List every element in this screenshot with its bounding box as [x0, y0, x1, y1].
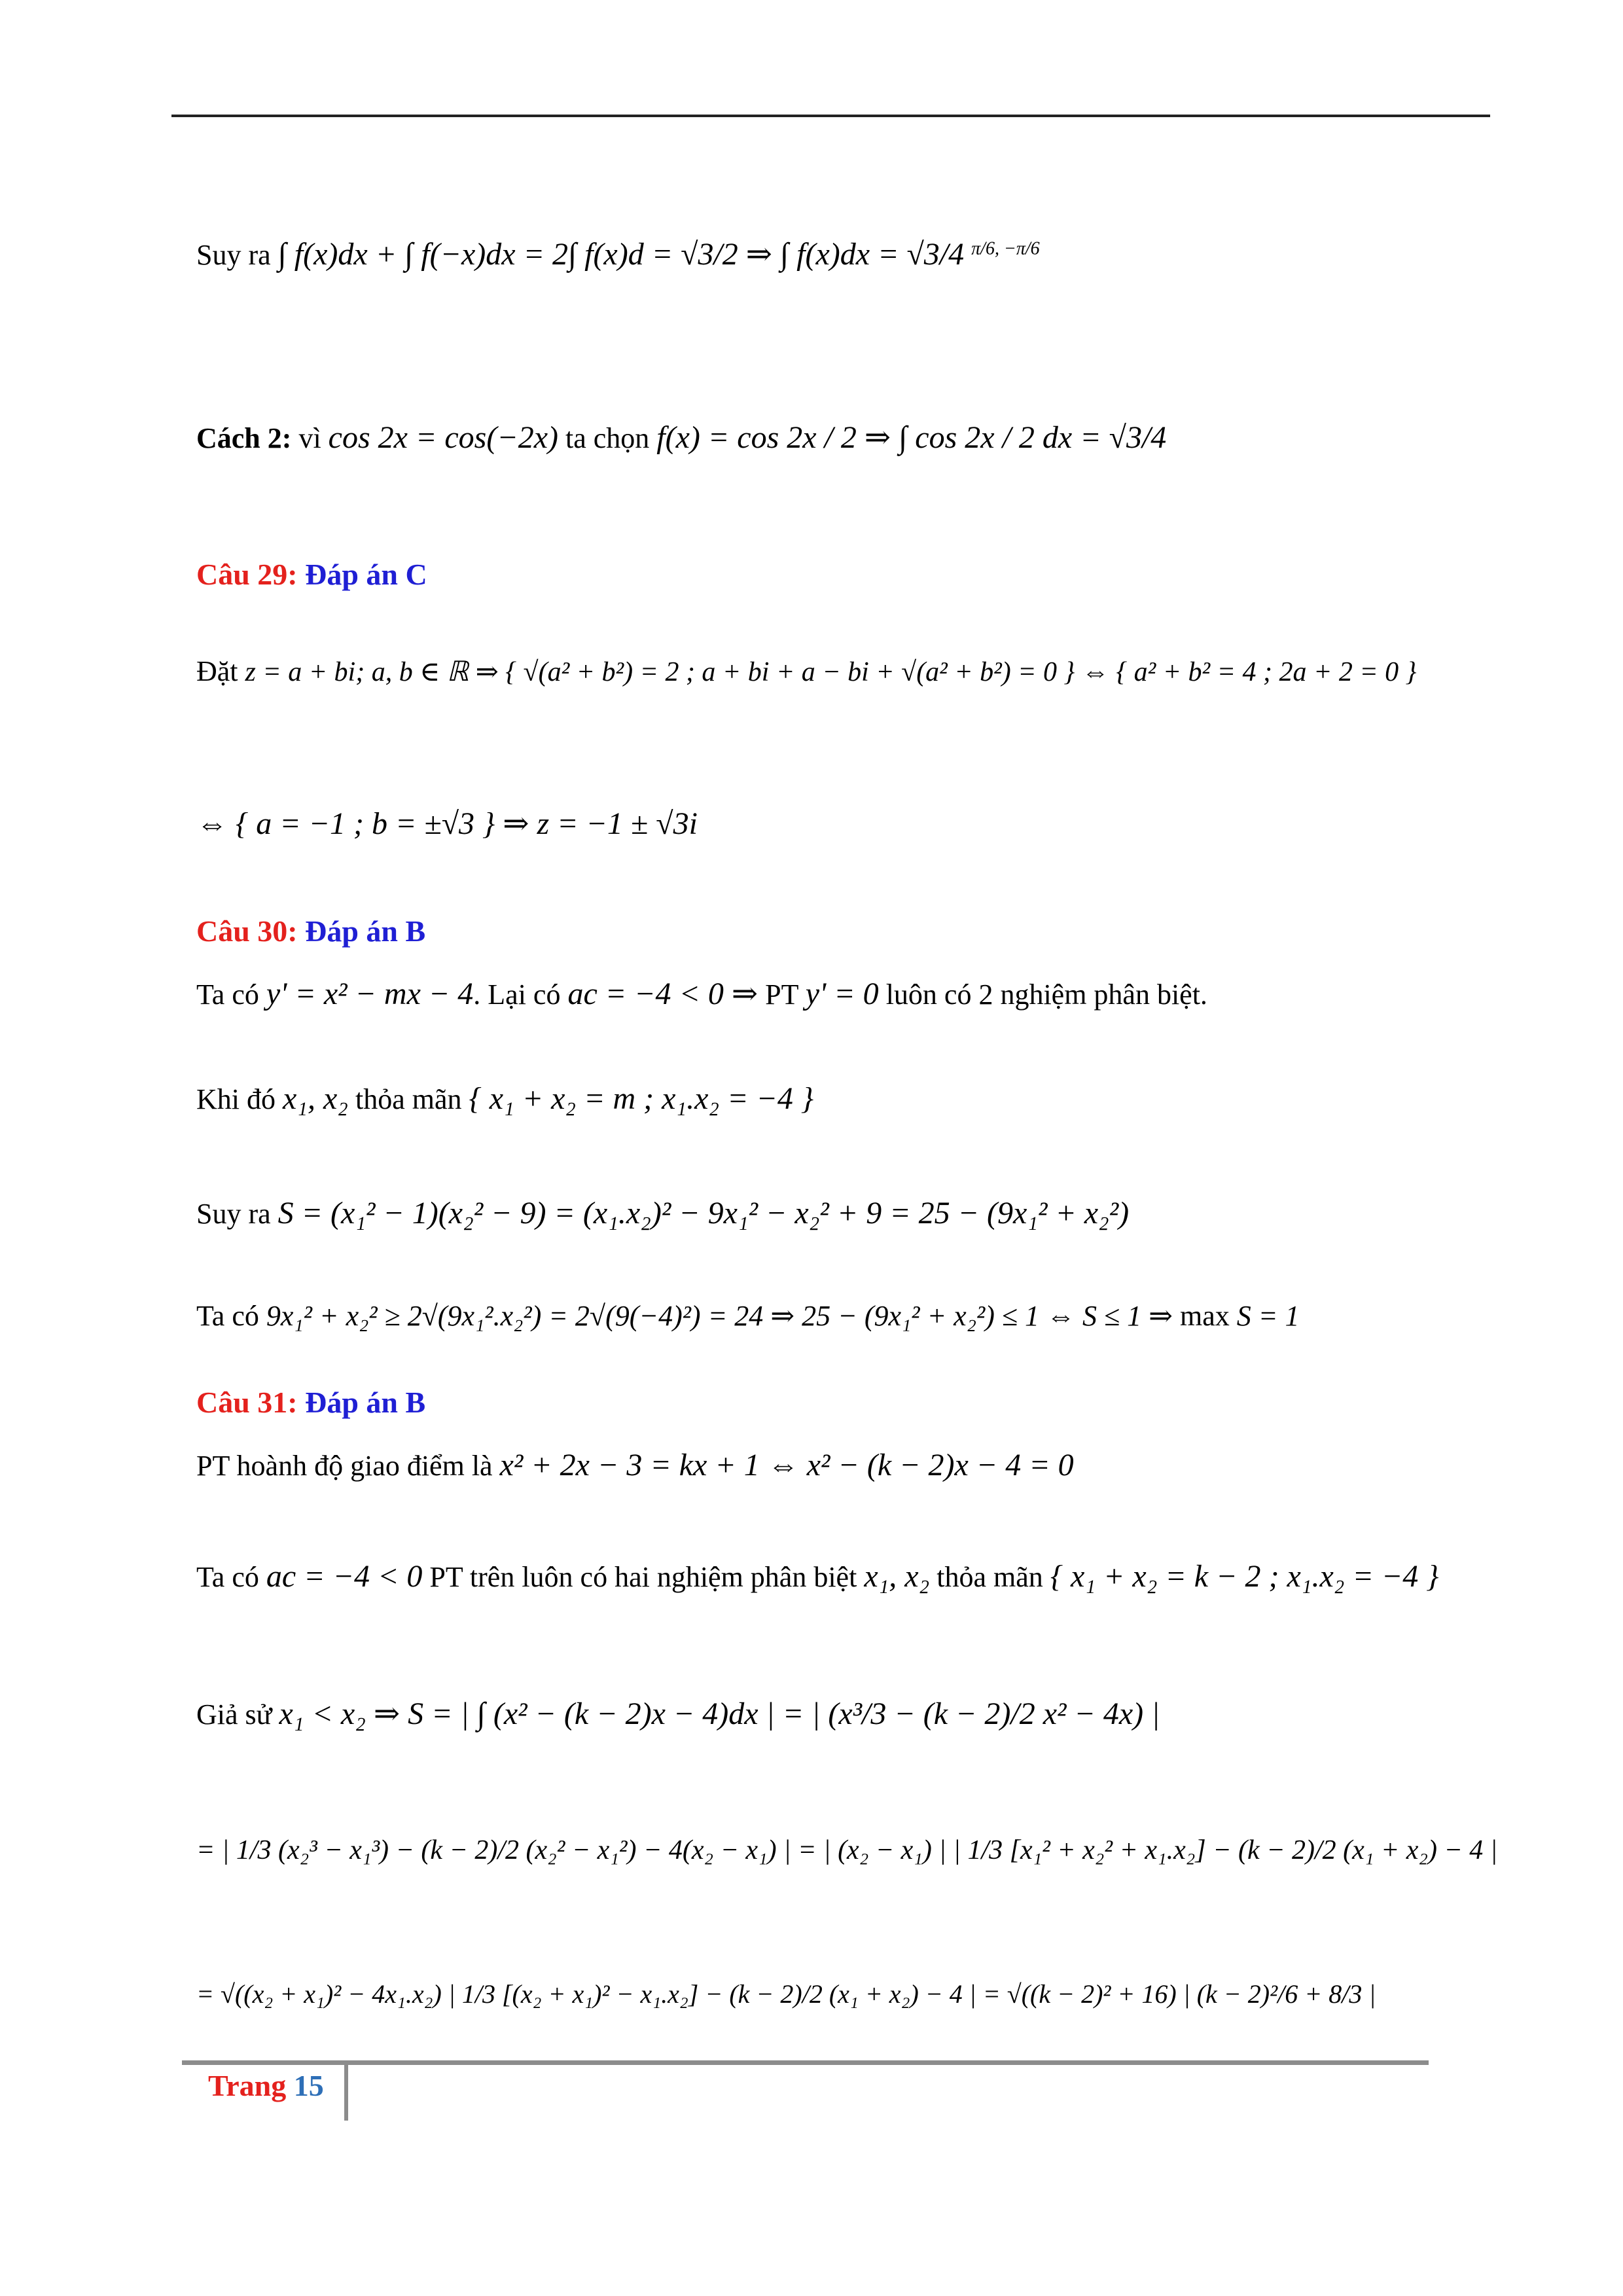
math-expression: cos 2x = cos(−2x): [328, 420, 558, 455]
line-area-expand: [196, 1833, 1497, 1867]
math-expression: x₁, x₂: [864, 1559, 930, 1594]
math-expression: S = (x₁² − 1)(x₂² − 9) = (x₁.x₂)² − 9x₁² − x₂² + 9 = 25 − (9x₁² + x₂²): [277, 1196, 1130, 1230]
text-fragment: max: [1180, 1300, 1230, 1332]
line-s-expression: [196, 1194, 1129, 1232]
line-lead: Ta có: [196, 978, 259, 1011]
question-heading-30: [196, 913, 425, 949]
line-set-z: [196, 655, 1416, 689]
integral-limits: π/6, −π/6: [971, 238, 1040, 259]
math-expression: { x₁ + x₂ = k − 2 ; x₁.x₂ = −4 }: [1050, 1559, 1439, 1594]
math-expression: S = 1: [1236, 1300, 1300, 1332]
line-area-final: [196, 1977, 1376, 2011]
line-inequality: [196, 1299, 1299, 1334]
math-expression: = √((x₂ + x₁)² − 4x₁.x₂) | 1/3 [(x₂ + x₁)² − x₁.x₂] − (k − 2)/2 (x₁ + x₂) − 4 | = √((k − 2)² + 16) | (k − 2)²/6 + 8/3 |: [196, 1979, 1376, 2009]
question-label: Câu 31:: [196, 1386, 298, 1419]
math-expression: { x₁ + x₂ = m ; x₁.x₂ = −4 }: [469, 1081, 814, 1116]
math-expression: f(x) = cos 2x / 2 ⇒ ∫ cos 2x / 2 dx = √3/4: [656, 420, 1167, 455]
line-vieta: [196, 1080, 813, 1118]
math-expression: x₁, x₂: [283, 1081, 348, 1116]
line-roots: [196, 1558, 1438, 1596]
page-label: Trang: [208, 2069, 287, 2102]
line-method-2: [196, 419, 1166, 457]
line-integral-sum: [196, 236, 1040, 274]
text-fragment: vì: [298, 422, 321, 454]
line-intersection: [196, 1446, 1074, 1484]
math-expression: ac = −4 < 0 ⇒: [567, 977, 758, 1011]
footer-rule: [182, 2060, 1429, 2065]
line-lead: Khi đó: [196, 1083, 276, 1115]
math-expression: ⇔ { a = −1 ; b = ±√3 } ⇒ z = −1 ± √3i: [196, 806, 698, 841]
question-label: Câu 29:: [196, 558, 298, 591]
math-expression: x² + 2x − 3 = kx + 1 ⇔ x² − (k − 2)x − 4 = 0: [499, 1448, 1074, 1482]
footer-divider: [344, 2062, 348, 2121]
text-fragment: thỏa mãn: [355, 1083, 462, 1115]
text-fragment: . Lại có: [473, 978, 561, 1011]
math-expression: = | 1/3 (x₂³ − x₁³) − (k − 2)/2 (x₂² − x₁²) − 4(x₂ − x₁) | = | (x₂ − x₁) | | 1/3 [x₁² + x₂² + x₁.x₂] − (k − 2)/2 (x₁ + x₂) − 4 |: [196, 1835, 1498, 1865]
line-lead: Ta có: [196, 1300, 259, 1332]
line-lead: Ta có: [196, 1561, 259, 1593]
math-expression: 9x₁² + x₂² ≥ 2√(9x₁².x₂²) = 2√(9(−4)²) = 24 ⇒ 25 − (9x₁² + x₂²) ≤ 1 ⇔ S ≤ 1 ⇒: [266, 1300, 1173, 1332]
page-number: [208, 2068, 324, 2103]
answer-label: Đáp án B: [305, 914, 426, 948]
method-label: Cách 2:: [196, 422, 292, 454]
text-fragment: PT trên luôn có hai nghiệm phân biệt: [429, 1561, 857, 1593]
line-lead: Giả sử: [196, 1698, 272, 1731]
math-expression: x₁ < x₂ ⇒ S = | ∫ (x² − (k − 2)x − 4)dx | = | (x³/3 − (k − 2)/2 x² − 4x) |: [279, 1696, 1160, 1731]
math-expression: y' = x² − mx − 4: [266, 977, 474, 1011]
text-fragment: PT: [765, 978, 798, 1011]
math-expression: y' = 0: [805, 977, 879, 1011]
line-area-integral: [196, 1695, 1160, 1733]
text-fragment: thỏa mãn: [936, 1561, 1043, 1593]
answer-label: Đáp án C: [305, 558, 427, 591]
math-expression: z = a + bi; a, b ∈ ℝ ⇒ { √(a² + b²) = 2 ; a + bi + a − bi + √(a² + b²) = 0 } ⇔ { a² + b² = 4 ; 2a + 2 = 0 }: [245, 657, 1417, 687]
page-number-value: 15: [293, 2069, 324, 2102]
line-solve-z: [196, 805, 698, 843]
question-heading-29: [196, 556, 427, 592]
math-expression: ∫ f(x)dx + ∫ f(−x)dx = 2∫ f(x)d = √3/2 ⇒ ∫ f(x)dx = √3/4: [277, 237, 965, 272]
line-lead: Suy ra: [196, 1198, 271, 1230]
line-derivative: [196, 975, 1207, 1013]
question-label: Câu 30:: [196, 914, 298, 948]
line-lead: PT hoành độ giao điểm là: [196, 1450, 493, 1482]
line-lead: Suy ra: [196, 239, 271, 271]
text-fragment: ta chọn: [565, 422, 650, 454]
math-expression: ac = −4 < 0: [266, 1559, 423, 1594]
text-fragment: luôn có 2 nghiệm phân biệt.: [885, 978, 1207, 1011]
line-lead: Đặt: [196, 655, 238, 687]
header-rule: [171, 115, 1490, 117]
question-heading-31: [196, 1384, 425, 1420]
answer-label: Đáp án B: [305, 1386, 426, 1419]
